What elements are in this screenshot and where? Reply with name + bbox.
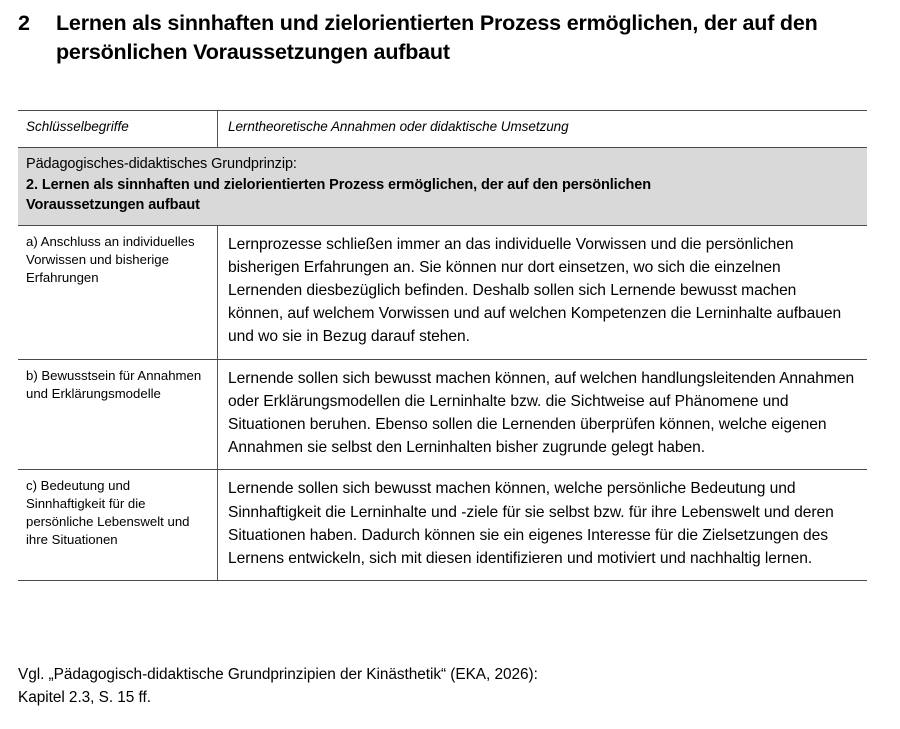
source-reference xyxy=(18,663,866,709)
row-text-c: Lernende sollen sich bewusst machen können, welche persönliche Bedeutung und Sinnhaftigkeit die Lerninhalte und -ziele für sie selbst bzw. für ihre Lebenswelt und deren Situationen haben. Dadurch können sie ein eigenes Interesse für die Zielsetzungen des Lernens entwickeln, sich mit diesen identifizieren und motiviert und nachhaltig lernen. xyxy=(228,480,834,567)
page-title xyxy=(18,9,866,67)
row-text-b: Lernende sollen sich bewusst machen können, auf welchen handlungsleitenden Annahmen oder Erklärungsmodellen die Lerninhalte bzw. die Sichtweise auf Phänomene und Situationen beruhen. Ebenso sollen die Lernenden überprüfen können, welche eigenen Annahmen sie selbst den Lerninhalten bisher zugrunde gelegt haben. xyxy=(228,369,855,457)
column-header-description: Lerntheoretische Annahmen oder didaktische Umsetzung xyxy=(228,119,569,134)
banner-subtitle: Pädagogisches-didaktisches Grundprinzip: xyxy=(26,156,297,172)
banner-title-line1: 2. Lernen als sinnhaften und zielorientierten Prozess ermöglichen, der auf den persönlichen xyxy=(26,176,652,193)
heading-title: Lernen als sinnhaften und zielorientierten Prozess ermöglichen, der auf den persönlichen Voraussetzungen aufbaut xyxy=(56,11,818,64)
reference-line-1: Vgl. „Pädagogisch-didaktische Grundprinzipien der Kinästhetik“ (EKA, 2026): xyxy=(18,666,538,683)
row-text-a: Lernprozesse schließen immer an das individuelle Vorwissen und die persönlichen bisherigen Erfahrungen an. Sie können nur dort einsetzen, wo sich die einzelnen Lernenden diesbezüglich befinden. Deshalb sollen sich Lernende bewusst machen können, auf welchem Vorwissen und auf welchen Kompetenzen die Lerninhalte aufbauen und wo sie in Bezug darauf stehen. xyxy=(228,235,842,346)
row-key-b: b) Bewusstsein für Annahmen und Erklärungsmodelle xyxy=(18,360,218,470)
reference-line-2: Kapitel 2.3, S. 15 ff. xyxy=(18,689,151,706)
column-header-key: Schlüsselbegriffe xyxy=(18,111,218,147)
table-header-row xyxy=(18,111,867,148)
principles-table xyxy=(18,110,867,581)
banner-title-line2: Voraussetzungen aufbaut xyxy=(26,197,200,213)
table-row xyxy=(18,360,867,471)
principle-banner-row xyxy=(18,148,867,226)
table-row xyxy=(18,226,867,360)
table-row xyxy=(18,470,867,580)
row-key-c: c) Bedeutung und Sinnhaftigkeit für die persönliche Lebenswelt und ihre Situationen xyxy=(18,470,218,580)
row-key-a: a) Anschluss an individuelles Vorwissen und bisherige Erfahrungen xyxy=(18,226,218,359)
heading-number: 2 xyxy=(18,11,30,35)
